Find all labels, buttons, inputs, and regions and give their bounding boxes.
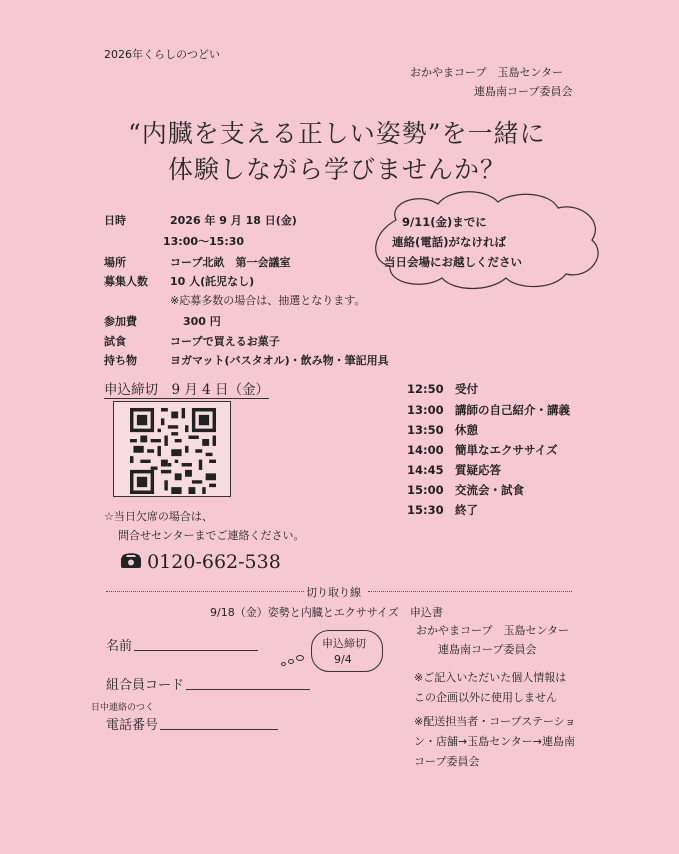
- bring-label: 持ち物: [104, 354, 137, 367]
- title-line-1: “内臓を支える正しい姿勢”を一緒に: [128, 119, 546, 148]
- fee-label: 参加費: [104, 315, 137, 328]
- phone-number: 0120-662-538: [147, 551, 281, 573]
- schedule-time: 15:00: [407, 483, 444, 497]
- schedule-label: 簡単なエクササイズ: [455, 443, 558, 457]
- time-value: 13:00～15:30: [163, 235, 245, 248]
- tasting-label: 試食: [104, 335, 126, 348]
- schedule-item: [407, 378, 478, 397]
- schedule-time: 14:45: [407, 463, 444, 477]
- qr-code: [130, 408, 216, 494]
- phone-label: 電話番号: [106, 718, 159, 733]
- absence-note-line-1: ☆当日欠席の場合は、: [104, 510, 213, 523]
- schedule-time: 14:00: [407, 443, 444, 457]
- cut-line-label: 切り取り線: [306, 586, 361, 599]
- delivery-note-line-1: ※配送担当者・コープステーショ: [414, 715, 576, 728]
- deadline-bubble: [311, 630, 383, 672]
- capacity-label: 募集人数: [104, 275, 148, 288]
- delivery-note-line-3: コープ委員会: [414, 755, 480, 768]
- cloud-line-2: 連絡(電話)がなければ: [392, 235, 507, 249]
- committee-name: 連島南コープ委員会: [474, 85, 573, 98]
- event-series: 2026年くらしのつどい: [104, 48, 220, 61]
- place-label: 場所: [104, 256, 126, 269]
- schedule-time: 12:50: [407, 382, 444, 396]
- place-value: コープ北畝 第一会議室: [170, 256, 291, 269]
- qr-code-frame: [113, 401, 231, 497]
- form-committee-name: 連島南コープ委員会: [438, 643, 537, 656]
- capacity-note: ※応募多数の場合は、抽選となります。: [170, 294, 366, 307]
- phone-block: [120, 551, 281, 573]
- daytime-note: 日中連絡のつく: [91, 703, 155, 713]
- bubble-line-1: 申込締切: [322, 637, 366, 650]
- phone-icon: [120, 551, 142, 573]
- cloud-line-3: 当日会場にお越しください: [384, 255, 522, 269]
- name-label: 名前: [106, 639, 133, 654]
- bring-value: ヨガマット(バスタオル)・飲み物・筆記用具: [170, 354, 389, 367]
- cut-line-right: [368, 591, 572, 592]
- absence-note-line-2: 問合せセンターまでご連絡ください。: [118, 529, 305, 542]
- title-line-2: 体験しながら学びませんか？: [168, 155, 507, 184]
- fee-value: 300 円: [183, 315, 221, 328]
- schedule-label: 講師の自己紹介・講義: [455, 403, 570, 417]
- delivery-note-line-2: ン・店舗→玉島センター→連島南: [414, 735, 575, 748]
- deadline-text: 申込締切 9 月 4 日（金）: [104, 382, 270, 398]
- notice-cloud: [368, 190, 610, 292]
- schedule-label: 休憩: [455, 423, 478, 437]
- form-title: 9/18（金）姿勢と内臓とエクササイズ 申込書: [210, 606, 443, 619]
- bubble-dot-medium: [288, 659, 294, 664]
- date-value: 2026 年 9 月 18 日(金): [170, 214, 297, 227]
- schedule-label: 受付: [455, 382, 478, 396]
- schedule-label: 交流会・試食: [455, 483, 524, 497]
- date-label: 日時: [104, 214, 126, 227]
- bubble-dot-large: [296, 655, 304, 661]
- schedule-time: 13:50: [407, 423, 444, 437]
- bubble-line-2: 9/4: [334, 653, 352, 666]
- form-org-name: おかやまコープ 玉島センター: [416, 624, 570, 637]
- schedule-time: 15:30: [407, 503, 444, 517]
- name-field[interactable]: [134, 650, 258, 651]
- bubble-dot-small: [281, 662, 286, 666]
- cut-line-left: [106, 591, 304, 592]
- schedule-item: [407, 419, 478, 438]
- schedule-time: 13:00: [407, 403, 444, 417]
- privacy-note-line-1: ※ご記入いただいた個人情報は: [414, 671, 567, 684]
- tasting-value: コープで買えるお菓子: [170, 335, 280, 348]
- schedule-item: [407, 439, 558, 458]
- org-name: おかやまコープ 玉島センター: [410, 66, 564, 79]
- schedule-item: [407, 499, 478, 518]
- schedule-label: 質疑応答: [455, 463, 501, 477]
- deadline: [104, 378, 269, 398]
- schedule-item: [407, 459, 501, 478]
- schedule-item: [407, 399, 570, 418]
- member-code-field[interactable]: [186, 689, 310, 690]
- capacity-value: 10 人(託児なし): [170, 275, 255, 288]
- cloud-line-1: 9/11(金)までに: [402, 215, 487, 229]
- schedule-label: 終了: [455, 503, 478, 517]
- schedule-item: [407, 479, 524, 498]
- member-code-label: 組合員コード: [106, 678, 185, 693]
- privacy-note-line-2: この企画以外に使用しません: [414, 691, 557, 704]
- phone-field[interactable]: [160, 729, 278, 730]
